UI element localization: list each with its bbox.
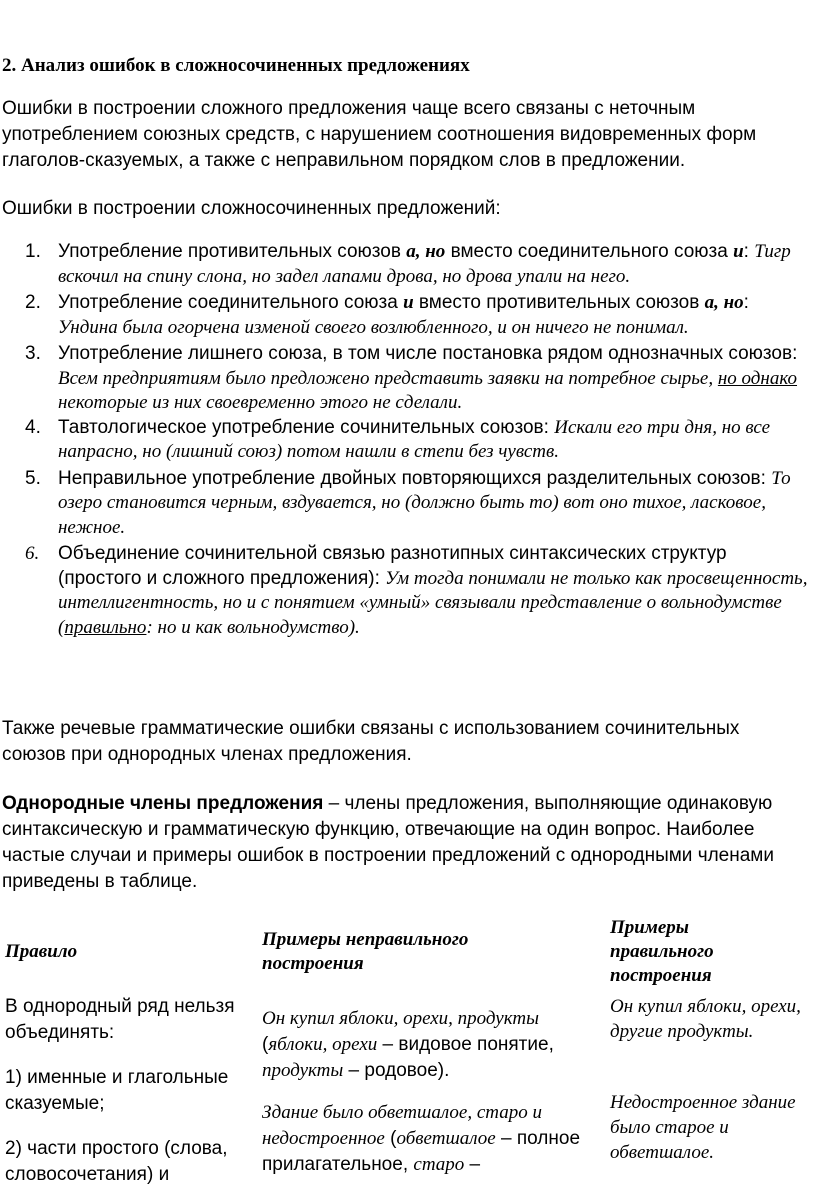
errors-list: [0, 240, 810, 640]
list-item: 6. Объединение сочинительной связью разнотипных синтаксических структур (простого и сложного предложения): Ум тогда понимали не только как просвещенность, интеллигентность, но и с понятием «умный» связывали представление о вольнодумстве (правильно: но и как вольнодумство).: [25, 543, 808, 638]
definition-paragraph: Однородные члены предложения – члены предложения, выполняющие одинаковую синтаксическую и грамматическую функцию, отвечающие на один вопрос. Наиболее частые случаи и примеры ошибок в построении предложений с однородными членами приведены в таблице.: [2, 793, 774, 892]
also-paragraph: Также речевые грамматические ошибки связаны с использованием сочинительных союзов при однородных членах предложения.: [2, 718, 740, 765]
list-item: 3. Употребление лишнего союза, в том числе постановка рядом однозначных союзов: Всем предприятиям было предложено представить заявки на потребное сырье, но однако некоторые из них своевременно этого не сделали.: [25, 343, 798, 413]
rule-cell-c: 2) части простого (слова, словосочетания) и: [5, 1138, 228, 1185]
table-header-right: Примеры правильного построения: [610, 917, 714, 986]
table-header-rule: Правило: [5, 941, 78, 962]
intro-paragraph: Ошибки в построении сложного предложения чаще всего связаны с неточным употреблением союзных средств, с нарушением соотношения видовременных форм глаголов-сказуемых, а также с неправильном порядком слов в предложении.: [2, 98, 757, 171]
list-item: 2. Употребление соединительного союза и вместо противительных союзов а, но: Ундина была огорчена изменой своего возлюбленного, и он ничего не понимал.: [25, 292, 749, 338]
section-heading: 2. Анализ ошибок в сложносочиненных предложениях: [2, 55, 470, 76]
list-item: 1. Употребление противительных союзов а, но вместо соединительного союза и: Тигр вскочил на спину слона, но задел лапами дрова, но дрова упали на него.: [25, 241, 791, 287]
table-header-wrong: Примеры неправильного построения: [262, 929, 469, 974]
list-item: 5. Неправильное употребление двойных повторяющихся разделительных союзов: То озеро становится черным, вздувается, но (должно быть то) вот оно тихое, ласковое, нежное.: [25, 467, 791, 538]
right-example-a: Он купил яблоки, орехи, другие продукты.: [610, 996, 801, 1042]
rule-cell-b: 1) именные и глагольные сказуемые;: [5, 1067, 229, 1114]
definition-term: Однородные члены предложения: [2, 793, 324, 814]
right-example-b: Недостроенное здание было старое и обветшалое.: [610, 1092, 796, 1163]
list-intro: Ошибки в построении сложносочиненных предложений:: [2, 198, 501, 219]
wrong-example-a: Он купил яблоки, орехи, продукты (яблоки, орехи – видовое понятие, продукты – родовое).: [262, 1008, 554, 1081]
list-item: 4. Тавтологическое употребление сочинительных союзов: Искали его три дня, но все напрасно, но (лишний союз) потом нашли в степи без чувств.: [25, 416, 771, 462]
wrong-example-b: Здание было обветшалое, старо и недостроенное (обветшалое – полное прилагательное, старо –: [262, 1102, 581, 1175]
rule-cell-a: В однородный ряд нельзя объединять:: [5, 996, 235, 1043]
